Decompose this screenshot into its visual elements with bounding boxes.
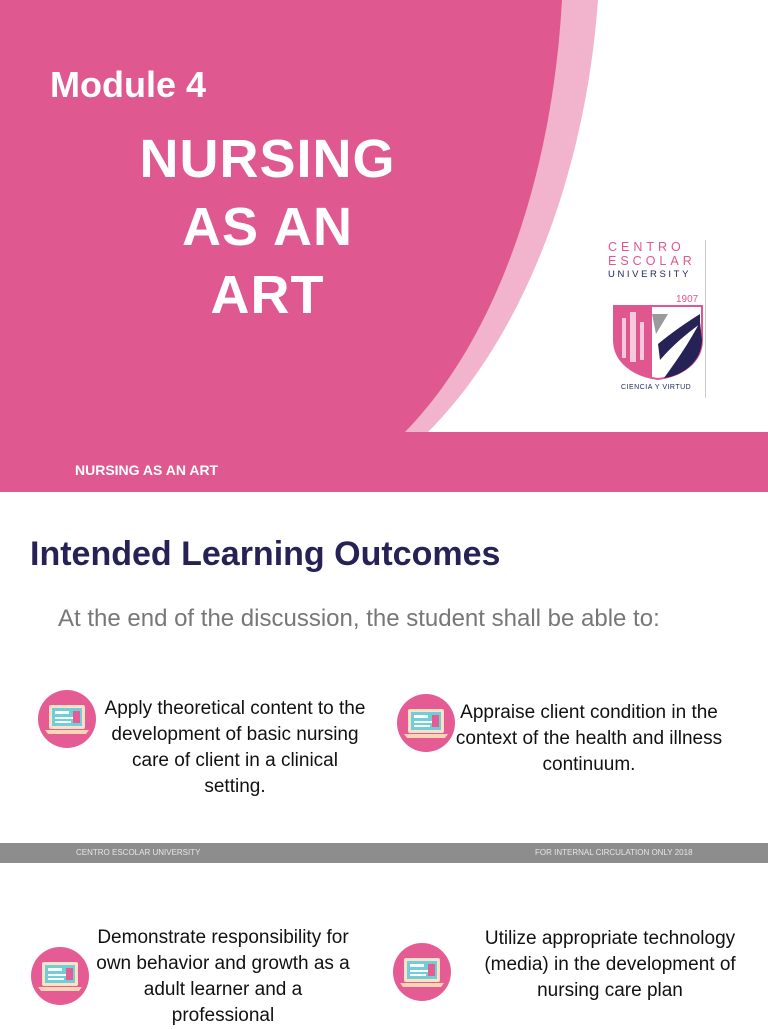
outcome-3-text: Demonstrate responsibility for own behavior and growth as a adult learner and a professional — [96, 927, 350, 1026]
outcomes-title: Intended Learning Outcomes — [30, 535, 501, 573]
outcomes-subtitle: At the end of the discussion, the student shall be able to: — [58, 605, 660, 632]
slide-footer-bar — [0, 843, 768, 863]
footer-circulation-note: FOR INTERNAL CIRCULATION ONLY 2018 — [535, 848, 693, 857]
outcome-4-text: Utilize appropriate technology (media) in the development of nursing care plan — [484, 928, 736, 1001]
shield-icon — [612, 304, 704, 380]
logo-word-university: UNIVERSITY — [608, 269, 692, 280]
logo-year: 1907 — [676, 294, 699, 305]
logo-word-escolar: ESCOLAR — [608, 254, 696, 268]
university-logo — [608, 240, 708, 400]
logo-motto: CIENCIA Y VIRTUD — [621, 384, 692, 391]
outcome-1-text: Apply theoretical content to the development of basic nursing care of client in a clinical setting. — [104, 698, 366, 797]
laptop-badge-icon — [37, 689, 97, 749]
logo-word-centro: CENTRO — [608, 240, 685, 254]
laptop-badge-icon — [392, 942, 452, 1002]
title-line: ART — [210, 265, 325, 325]
slide-main-title — [110, 125, 425, 329]
title-line: AS AN — [181, 197, 353, 257]
laptop-badge-icon — [396, 693, 456, 753]
laptop-badge-icon — [30, 946, 90, 1006]
outcome-2-text: Appraise client condition in the context of the health and illness continuum. — [455, 702, 723, 775]
title-slide — [0, 0, 768, 492]
slide-footer-title: NURSING AS AN ART — [75, 462, 219, 478]
outcomes-slide — [0, 505, 768, 1024]
footer-university: CENTRO ESCOLAR UNIVERSITY — [76, 848, 201, 857]
logo-divider — [705, 240, 706, 398]
title-line: NURSING — [139, 129, 396, 189]
module-label: Module 4 — [50, 64, 207, 105]
